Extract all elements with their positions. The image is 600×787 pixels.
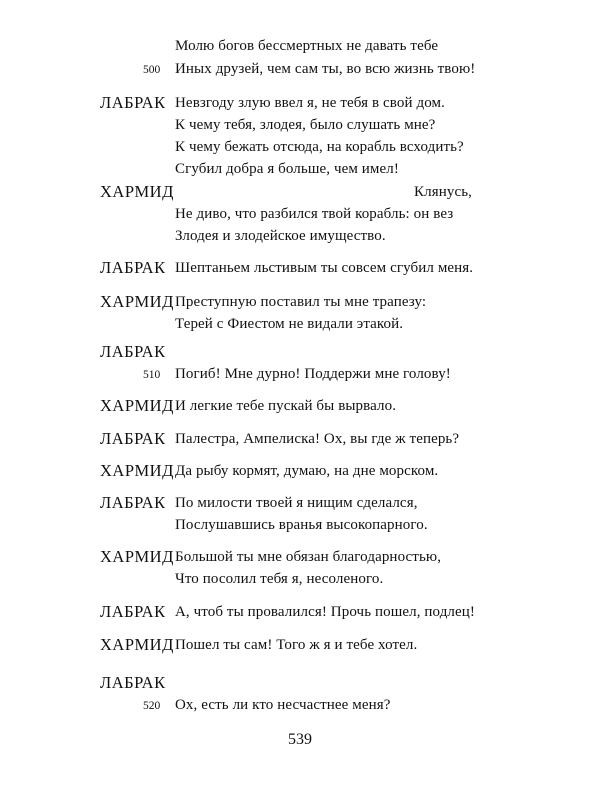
verse-line: Шептаньем льстивым ты совсем сгубил меня. [175, 260, 474, 276]
line-number: 500 [143, 64, 161, 76]
speaker-name: ЛАБРАК [100, 673, 166, 692]
verse-line: Не диво, что разбился твой корабль: он вез [175, 206, 454, 222]
verse-line: А, чтоб ты провалился! Прочь пошел, подлец! [175, 604, 475, 620]
speaker-name: ЛАБРАК [100, 93, 166, 112]
verse-line: Да рыбу кормят, думаю, на дне морском. [175, 463, 439, 479]
verse-line: Терей с Фиестом не видали этакой. [175, 316, 404, 332]
verse-line: Сгубил добра я больше, чем имел! [175, 161, 399, 177]
verse-line: Невзгоду злую ввел я, не тебя в свой дом. [175, 95, 445, 111]
speaker-name: ХАРМИД [100, 396, 174, 415]
verse-line: Погиб! Мне дурно! Поддержи мне голову! [175, 366, 451, 382]
verse-line: Большой ты мне обязан благодарностью, [175, 549, 442, 565]
verse-line: Молю богов бессмертных не давать тебе [175, 38, 439, 54]
speaker-name: ХАРМИД [100, 547, 174, 566]
verse-line: Послушавшись вранья высокопарного. [175, 517, 428, 533]
verse-line: Ох, есть ли кто несчастнее меня? [175, 697, 391, 713]
verse-line: Пошел ты сам! Того ж я и тебе хотел. [175, 637, 418, 653]
verse-line: К чему тебя, злодея, было слушать мне? [175, 117, 436, 133]
verse-line: Что посолил тебя я, несоленого. [175, 571, 384, 587]
verse-line: Палестра, Ампелиска! Ох, вы где ж теперь? [175, 431, 460, 447]
verse-line: И легкие тебе пускай бы вырвало. [175, 398, 397, 414]
verse-line: Клянусь, [414, 184, 472, 200]
speaker-name: ЛАБРАК [100, 602, 166, 621]
line-number: 510 [143, 369, 161, 381]
speaker-name: ЛАБРАК [100, 429, 166, 448]
verse-line: Преступную поставил ты мне трапезу: [175, 294, 427, 310]
speaker-name: ЛАБРАК [100, 342, 166, 361]
page-number: 539 [288, 731, 312, 748]
verse-line: К чему бежать отсюда, на корабль всходить? [175, 139, 464, 155]
verse-line: Злодея и злодейское имущество. [175, 228, 386, 244]
verse-line: По милости твоей я нищим сделался, [175, 495, 418, 511]
speaker-name: ЛАБРАК [100, 493, 166, 512]
speaker-name: ХАРМИД [100, 292, 174, 311]
speaker-name: ХАРМИД [100, 635, 174, 654]
verse-line: Иных друзей, чем сам ты, во всю жизнь твою! [175, 61, 476, 77]
speaker-name: ХАРМИД [100, 182, 174, 201]
line-number: 520 [143, 700, 161, 712]
speaker-name: ХАРМИД [100, 461, 174, 480]
speaker-name: ЛАБРАК [100, 258, 166, 277]
